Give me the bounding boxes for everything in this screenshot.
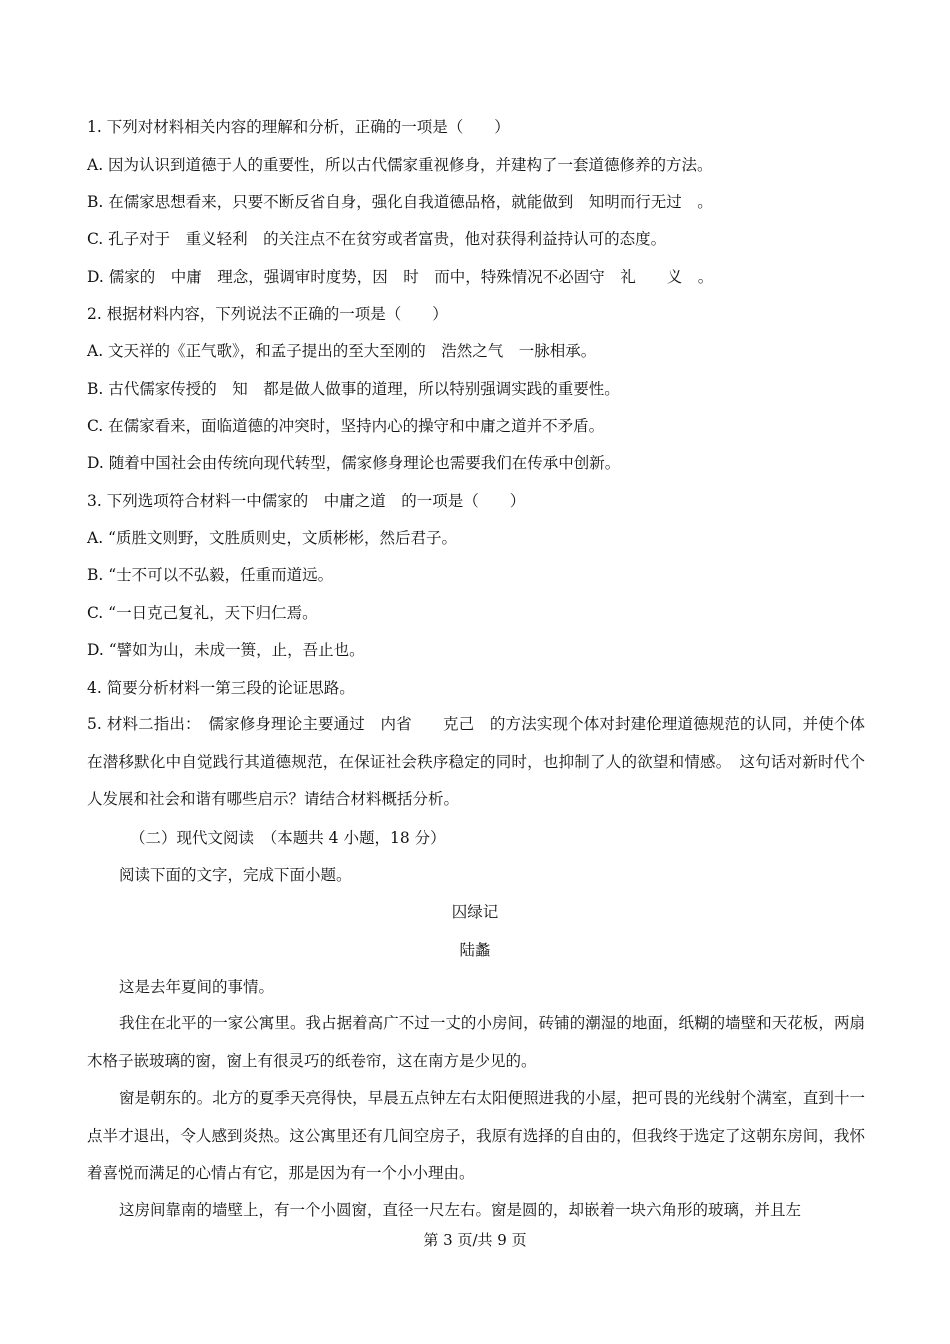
section-instruction: 阅读下面的文字，完成下面小题。: [119, 866, 352, 884]
passage-author: 陆蠡: [459, 941, 491, 959]
passage-paragraph: 这房间靠南的墙壁上，有一个小圆窗，直径一尺左右。窗是圆的，却嵌着一块六角形的玻璃，并且左: [119, 1201, 802, 1219]
section-heading: （二）现代文阅读 （本题共 4 小题，18 分）: [130, 829, 446, 847]
question-3-stem: 3. 下列选项符合材料一中儒家的 中庸之道 的一项是（ ）: [87, 492, 526, 510]
question-3-option-c: C. “一日克己复礼，天下归仁焉。: [87, 604, 318, 622]
question-1-option-d: D. 儒家的 中庸 理念，强调审时度势，因 时 而中，特殊情况不必固守 礼 义 。: [87, 268, 714, 286]
question-1-option-b: B. 在儒家思想看来，只要不断反省自身，强化自我道德品格，就能做到 知明而行无过 。: [87, 193, 713, 211]
question-2-option-a: A. 文天祥的《正气歌》，和孟子提出的至大至刚的 浩然之气 一脉相承。: [87, 342, 597, 360]
question-2-stem: 2. 根据材料内容，下列说法不正确的一项是（ ）: [87, 305, 448, 323]
passage-paragraph: 我住在北平的一家公寓里。我占据着高广不过一丈的小房间，砖铺的潮湿的地面，纸糊的墙壁和天花板，两扇木格子嵌玻璃的窗，窗上有很灵巧的纸卷帘，这在南方是少见的。: [87, 1014, 865, 1070]
page-number: 第 3 页/共 9 页: [423, 1231, 527, 1249]
question-3-option-b: B. “士不可以不弘毅，任重而道远。: [87, 566, 334, 584]
passage-paragraph: 这是去年夏间的事情。: [119, 978, 275, 996]
question-3-option-a: A. “质胜文则野，文胜质则史，文质彬彬，然后君子。: [87, 529, 457, 547]
question-2-option-c: C. 在儒家看来，面临道德的冲突时，坚持内心的操守和中庸之道并不矛盾。: [87, 417, 605, 435]
passage-title: 囚绿记: [451, 903, 499, 921]
passage-paragraph: 窗是朝东的。北方的夏季天亮得快，早晨五点钟左右太阳便照进我的小屋，把可畏的光线射个满室，直到十一点半才退出，令人感到炎热。这公寓里还有几间空房子，我原有选择的自由的，但我终于选定了这朝东房间，我怀着喜悦而满足的心情占有它，那是因为有一个小小理由。: [87, 1089, 865, 1182]
question-4-stem: 4. 简要分析材料一第三段的论证思路。: [87, 679, 355, 697]
question-5-stem: 5. 材料二指出： 儒家修身理论主要通过 内省 克己 的方法实现个体对封建伦理道德规范的认同，并使个体在潜移默化中自觉践行其道德规范，在保证社会秩序稳定的同时，也抑制了人的欲望和情感。 这句话对新时代个人发展和社会和谐有哪些启示？请结合材料概括分析。: [87, 715, 865, 808]
question-1-option-a: A. 因为认识到道德于人的重要性，所以古代儒家重视修身，并建构了一套道德修养的方法。: [87, 156, 713, 174]
question-3-option-d: D. “譬如为山，未成一篑，止，吾止也。: [87, 641, 365, 659]
question-1-stem: 1. 下列对材料相关内容的理解和分析，正确的一项是（ ）: [87, 118, 510, 136]
question-2-option-d: D. 随着中国社会由传统向现代转型，儒家修身理论也需要我们在传承中创新。: [87, 454, 621, 472]
question-2-option-b: B. 古代儒家传授的 知 都是做人做事的道理，所以特别强调实践的重要性。: [87, 380, 620, 398]
question-1-option-c: C. 孔子对于 重义轻利 的关注点不在贫穷或者富贵，他对获得利益持认可的态度。: [87, 230, 667, 248]
